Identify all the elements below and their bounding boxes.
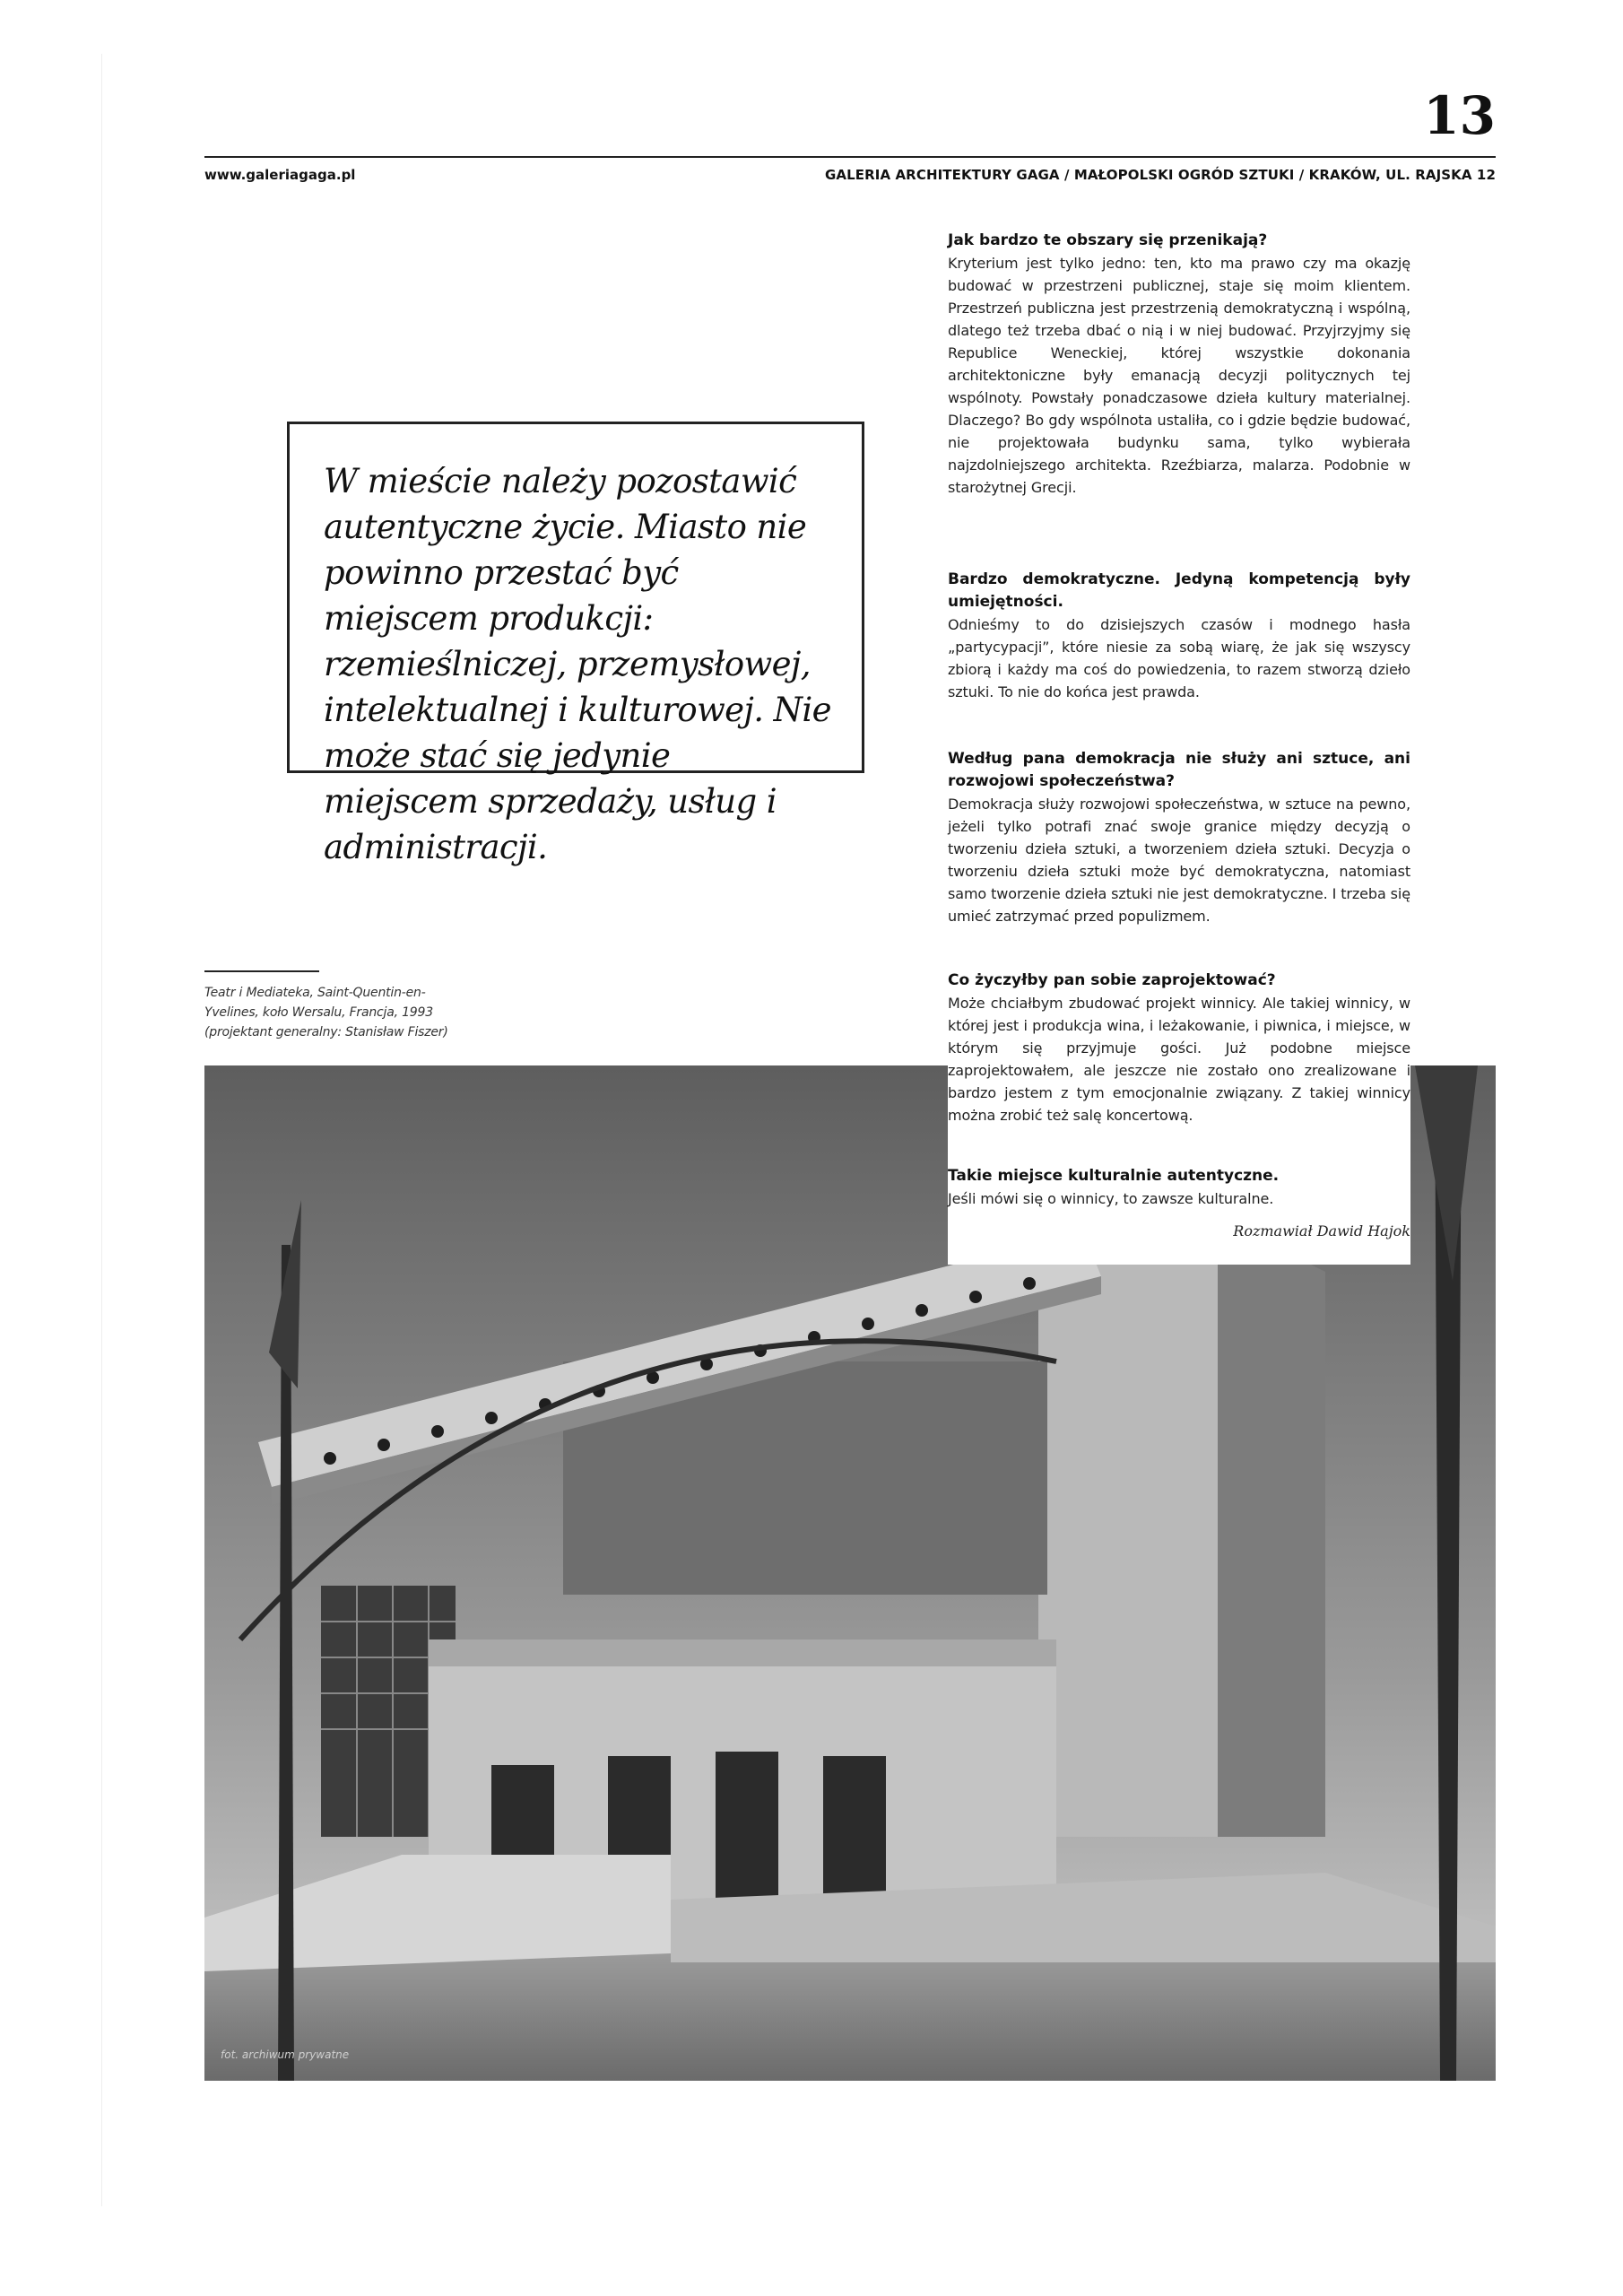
interview-item	[948, 230, 1410, 499]
pull-quote-box	[287, 422, 864, 866]
interview-question: Takie miejsce kulturalnie autentyczne.	[948, 1167, 1280, 1185]
interview-question: Według pana demokracja nie służy ani sztuce, ani rozwojowi społeczeństwa?	[948, 750, 1410, 790]
interview-question: Jak bardzo te obszary się przenikają?	[948, 231, 1268, 249]
interview-question: Bardzo demokratyczne. Jedyną kompetencją były umiejętności.	[948, 570, 1410, 611]
interview-item	[948, 748, 1410, 927]
interview-question: Co życzyłby pan sobie zaprojektować?	[948, 971, 1276, 989]
interview-answer: Kryterium jest tylko jedno: ten, kto ma prawo czy ma okazję budować w przestrzeni publicznej, staje się moim klientem. Przestrzeń publiczna jest przestrzenią demokratyczną i wspólną, dlatego też trzeba dbać o nią i w niej budować. Przyjrzyjmy się Republice Weneckiej, której wszystkie dokonania architektoniczne były emanacją decyzji politycznych tej wspólnoty. Powstały ponadczasowe dzieła kultury materialnej. Dlaczego? Bo gdy wspólnota ustaliła, co i gdzie będzie budować, nie projektowała budynku sama, tylko wybierała najzdolniejszego architekta. Rzeźbiarza, malarza. Podobnie w starożytnej Grecji.	[948, 255, 1410, 496]
header-rule	[204, 156, 1496, 158]
interview-item	[948, 970, 1410, 1126]
publication-header: GALERIA ARCHITEKTURY GAGA / MAŁOPOLSKI OGRÓD SZTUKI / KRAKÓW, UL. RAJSKA 12	[824, 167, 1496, 183]
website-url[interactable]: www.galeriagaga.pl	[204, 167, 356, 183]
page-edge-line	[101, 54, 102, 2206]
interview-answer: Jeśli mówi się o winnicy, to zawsze kulturalne.	[948, 1190, 1274, 1207]
interviewer-signature: Rozmawiał Dawid Hajok	[1233, 1222, 1410, 1239]
caption-rule	[204, 970, 319, 972]
interview-answer: Może chciałbym zbudować projekt winnicy. Ale takiej winnicy, w której jest i produkcja wina, i leżakowanie, i piwnica, i miejsce, w którym się przyjmuje gości. Już podobne miejsce zaprojektowałem, ale jeszcze nie zostało ono zrealizowane i bardzo jestem z tym emocjonalnie związany. Z takiej winnicy można zrobić też salę koncertową.	[948, 995, 1410, 1124]
interview-answer: Demokracja służy rozwojowi społeczeństwa, w sztuce na pewno, jeżeli tylko potrafi znać swoje granice między decyzją o tworzeniu dzieła sztuki, a tworzeniem dzieła sztuki. Decyzja o tworzeniu dzieła sztuki może być demokratyczna, natomiast samo tworzenie dzieła sztuki nie jest demokratyczne. I trzeba się umieć zatrzymać przed populizmem.	[948, 796, 1411, 925]
photo-credit: fot. archiwum prywatne	[221, 2048, 350, 2061]
page-number: 13	[1423, 85, 1496, 146]
pull-quote-text: W mieście należy pozostawić autentyczne życie. Miasto nie powinno przestać być miejscem produkcji: rzemieślniczej, przemysłowej, intelektualnej i kulturowej. Nie może stać się jedynie miejscem sprzedaży, usług i administracji.	[324, 462, 831, 866]
interview-item	[948, 1165, 1410, 1210]
interview-answer: Odnieśmy to do dzisiejszych czasów i modnego hasła „partycypacji”, które niesie za sobą wiarę, że jak się wszyscy zbiorą i każdy ma coś do powiedzenia, to razem stworzą dzieło sztuki. To nie do końca jest prawda.	[948, 616, 1410, 700]
photo-caption: Teatr i Mediateka, Saint-Quentin-en-Yvelines, koło Wersalu, Francja, 1993 (projektant generalny: Stanisław Fiszer)	[204, 986, 448, 1039]
interview-item	[948, 569, 1410, 703]
